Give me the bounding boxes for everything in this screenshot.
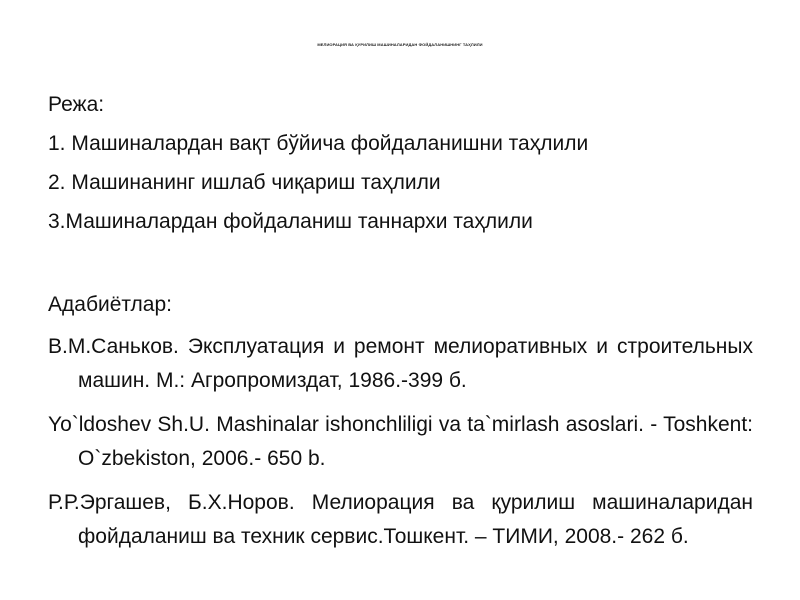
slide-content: [48, 90, 753, 554]
plan-item: 2. Машинанинг ишлаб чиқариш таҳлили: [48, 171, 441, 194]
plan-heading: Режа:: [48, 93, 105, 116]
literature-item: В.М.Саньков. Эксплуатация и ремонт мелиоративных и строительных машин. М.: Агропромиздат, 1986.-399 б.: [48, 335, 753, 392]
plan-item: 3.Машиналардан фойдаланиш таннархи таҳлили: [48, 210, 533, 233]
literature-heading: Адабиётлар:: [48, 293, 172, 316]
slide-title: МЕЛИОРАЦИЯ ВА ҚУРИЛИШ МАШИНАЛАРИДАН ФОЙДАЛАНИШНИНГ ТАҲЛИЛИ: [317, 42, 483, 47]
literature-item: Yo`ldoshev Sh.U. Mashinalar ishonchliligi va ta`mirlash asoslari. - Toshkent: O`zbekiston, 2006.- 650 b.: [48, 413, 753, 470]
plan-item: 1. Машиналардан вақт бўйича фойдаланишни таҳлили: [48, 132, 589, 155]
spacer: [48, 237, 753, 290]
literature-item: Р.Р.Эргашев, Б.Х.Норов. Мелиорация ва қурилиш машиналаридан фойдаланиш ва техник сервис.Тошкент. – ТИМИ, 2008.- 262 б.: [48, 491, 753, 548]
